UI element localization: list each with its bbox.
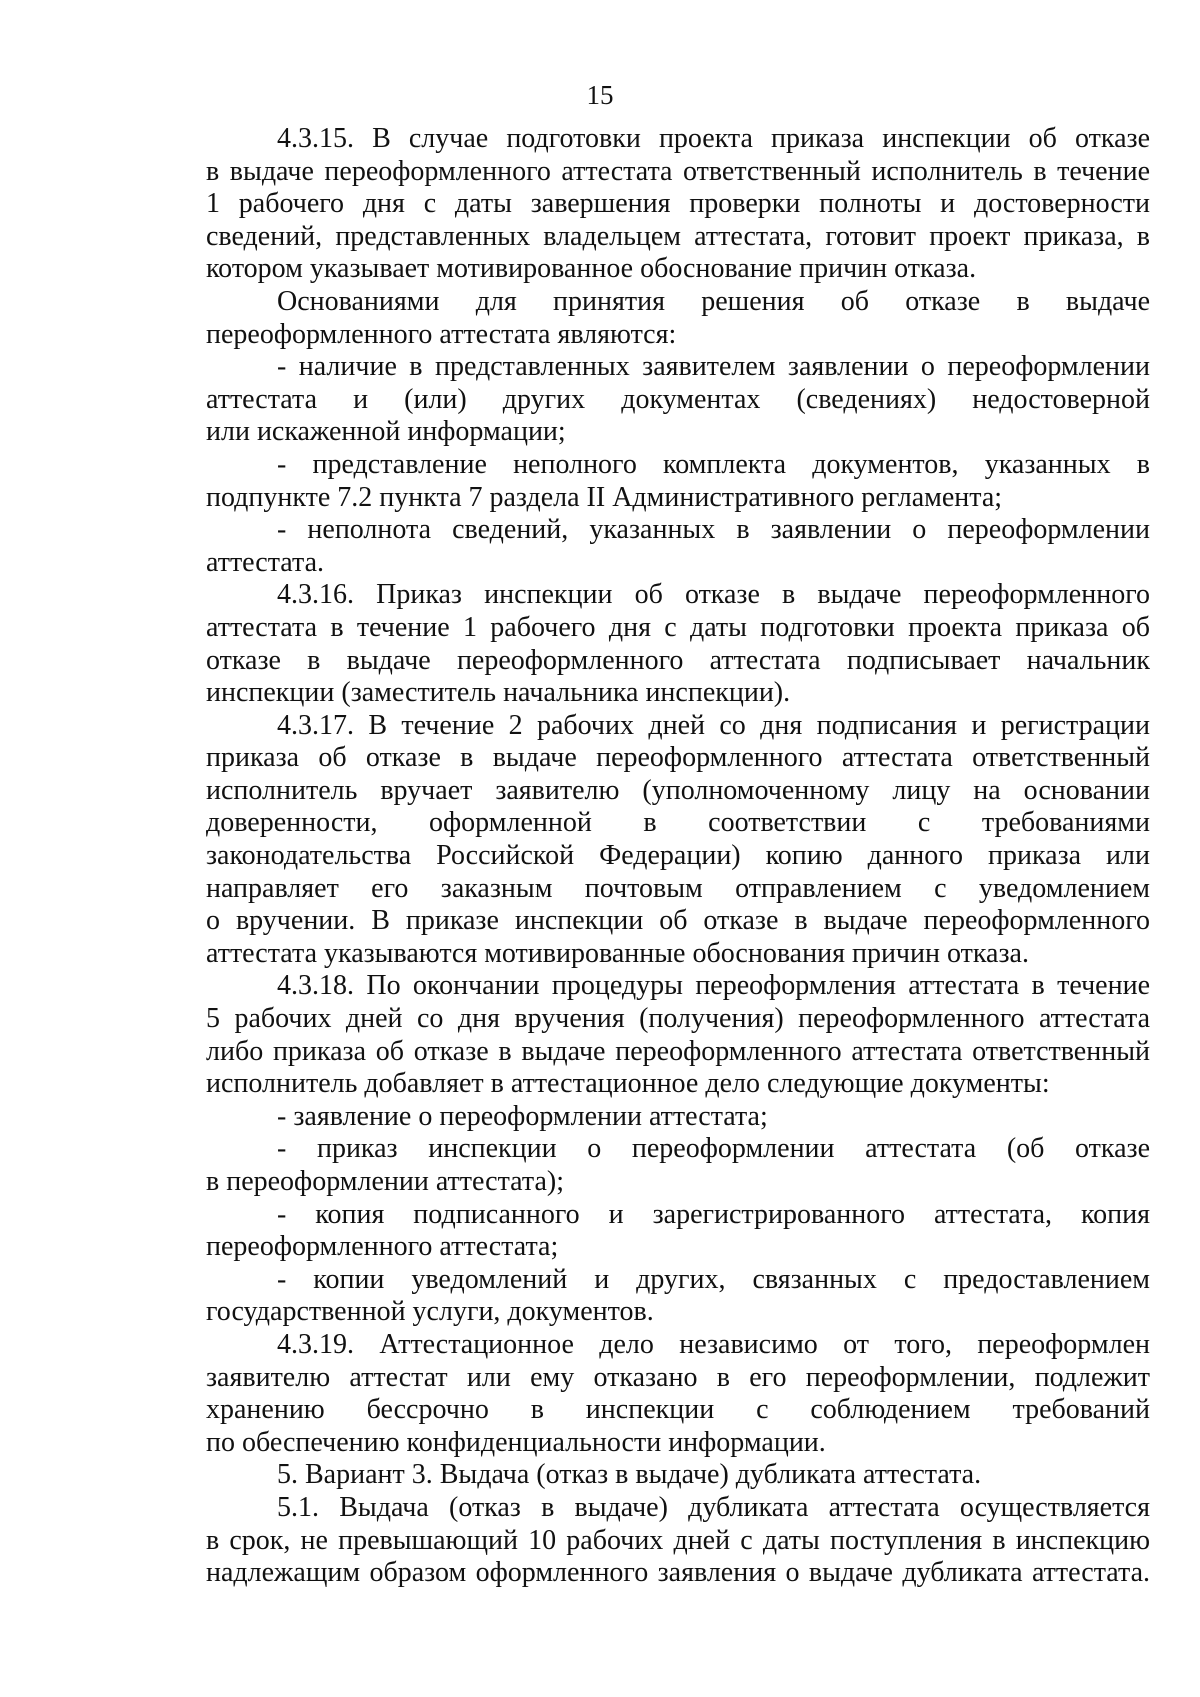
text-line: в переоформлении аттестата); <box>206 1166 564 1197</box>
text-line: - копии уведомлений и других, связанных с предоставлением <box>277 1263 1150 1295</box>
text-line: - представление неполного комплекта документов, указанных в <box>277 448 1150 480</box>
text-line: доверенности, оформленной в соответствии с требованиями <box>206 807 1150 839</box>
text-line: 4.3.19. Аттестационное дело независимо от того, переоформлен <box>277 1328 1150 1360</box>
text-line: сведений, представленных владельцем аттестата, готовит проект приказа, в <box>206 220 1150 252</box>
text-line: надлежащим образом оформленного заявления о выдаче дубликата аттестата. <box>206 1557 1150 1589</box>
text-line: или искаженной информации; <box>206 416 566 448</box>
text-line: переоформленного аттестата являются: <box>206 318 677 350</box>
text-line: аттестата указываются мотивированные обоснования причин отказа. <box>206 937 1029 969</box>
text-line: приказа об отказе в выдаче переоформленного аттестата ответственный <box>206 742 1150 774</box>
text-line: - копия подписанного и зарегистрированного аттестата, копия <box>277 1198 1150 1230</box>
text-line: - приказ инспекции о переоформлении аттестата (об отказе <box>277 1133 1150 1165</box>
text-line: аттестата в течение 1 рабочего дня с даты подготовки проекта приказа об <box>206 611 1150 643</box>
text-line: в выдаче переоформленного аттестата ответственный исполнитель в течение <box>206 155 1150 187</box>
text-line: законодательства Российской Федерации) копию данного приказа или <box>206 840 1150 872</box>
text-line: Основаниями для принятия решения об отказе в выдаче <box>277 285 1150 317</box>
text-line: 4.3.18. По окончании процедуры переоформления аттестата в течение <box>277 970 1150 1002</box>
text-line: 5. Вариант 3. Выдача (отказ в выдаче) дубликата аттестата. <box>277 1459 982 1491</box>
text-line: переоформленного аттестата; <box>206 1231 559 1263</box>
document-body <box>206 123 1150 1590</box>
text-line: - наличие в представленных заявителем заявлении о переоформлении <box>277 351 1150 383</box>
text-line: исполнитель вручает заявителю (уполномоченному лицу на основании <box>206 774 1150 806</box>
text-line: 5.1. Выдача (отказ в выдаче) дубликата аттестата осуществляется <box>277 1491 1150 1523</box>
text-line: хранению бессрочно в инспекции с соблюдением требований <box>206 1394 1150 1426</box>
text-line: аттестата и (или) других документах (сведениях) недостоверной <box>206 383 1150 415</box>
text-line: 5 рабочих дней со дня вручения (получения) переоформленного аттестата <box>206 1003 1150 1035</box>
text-line: направляет его заказным почтовым отправлением с уведомлением <box>206 872 1150 904</box>
text-line: подпункте 7.2 пункта 7 раздела II Административного регламента; <box>206 481 1003 513</box>
text-line: 4.3.16. Приказ инспекции об отказе в выдаче переоформленного <box>277 579 1150 611</box>
text-line: 1 рабочего дня с даты завершения проверки полноты и достоверности <box>206 188 1150 220</box>
text-line: исполнитель добавляет в аттестационное дело следующие документы: <box>206 1068 1050 1100</box>
text-line: по обеспечению конфиденциальности информации. <box>206 1426 826 1458</box>
text-line: о вручении. В приказе инспекции об отказе в выдаче переоформленного <box>206 905 1150 937</box>
page-number: 15 <box>586 80 614 110</box>
text-line: - заявление о переоформлении аттестата; <box>277 1100 768 1132</box>
text-line: инспекции (заместитель начальника инспекции). <box>206 677 791 709</box>
text-line: либо приказа об отказе в выдаче переоформленного аттестата ответственный <box>206 1035 1150 1067</box>
text-line: котором указывает мотивированное обоснование причин отказа. <box>206 253 977 285</box>
text-line: - неполнота сведений, указанных в заявлении о переоформлении <box>277 514 1150 546</box>
text-line: аттестата. <box>206 546 325 578</box>
text-line: в срок, не превышающий 10 рабочих дней с даты поступления в инспекцию <box>206 1524 1150 1556</box>
text-line: отказе в выдаче переоформленного аттестата подписывает начальник <box>206 644 1150 676</box>
text-line: государственной услуги, документов. <box>206 1296 654 1328</box>
text-line: заявителю аттестат или ему отказано в его переоформлении, подлежит <box>206 1361 1150 1393</box>
text-line: 4.3.15. В случае подготовки проекта приказа инспекции об отказе <box>277 123 1150 154</box>
text-line: 4.3.17. В течение 2 рабочих дней со дня подписания и регистрации <box>277 709 1150 741</box>
